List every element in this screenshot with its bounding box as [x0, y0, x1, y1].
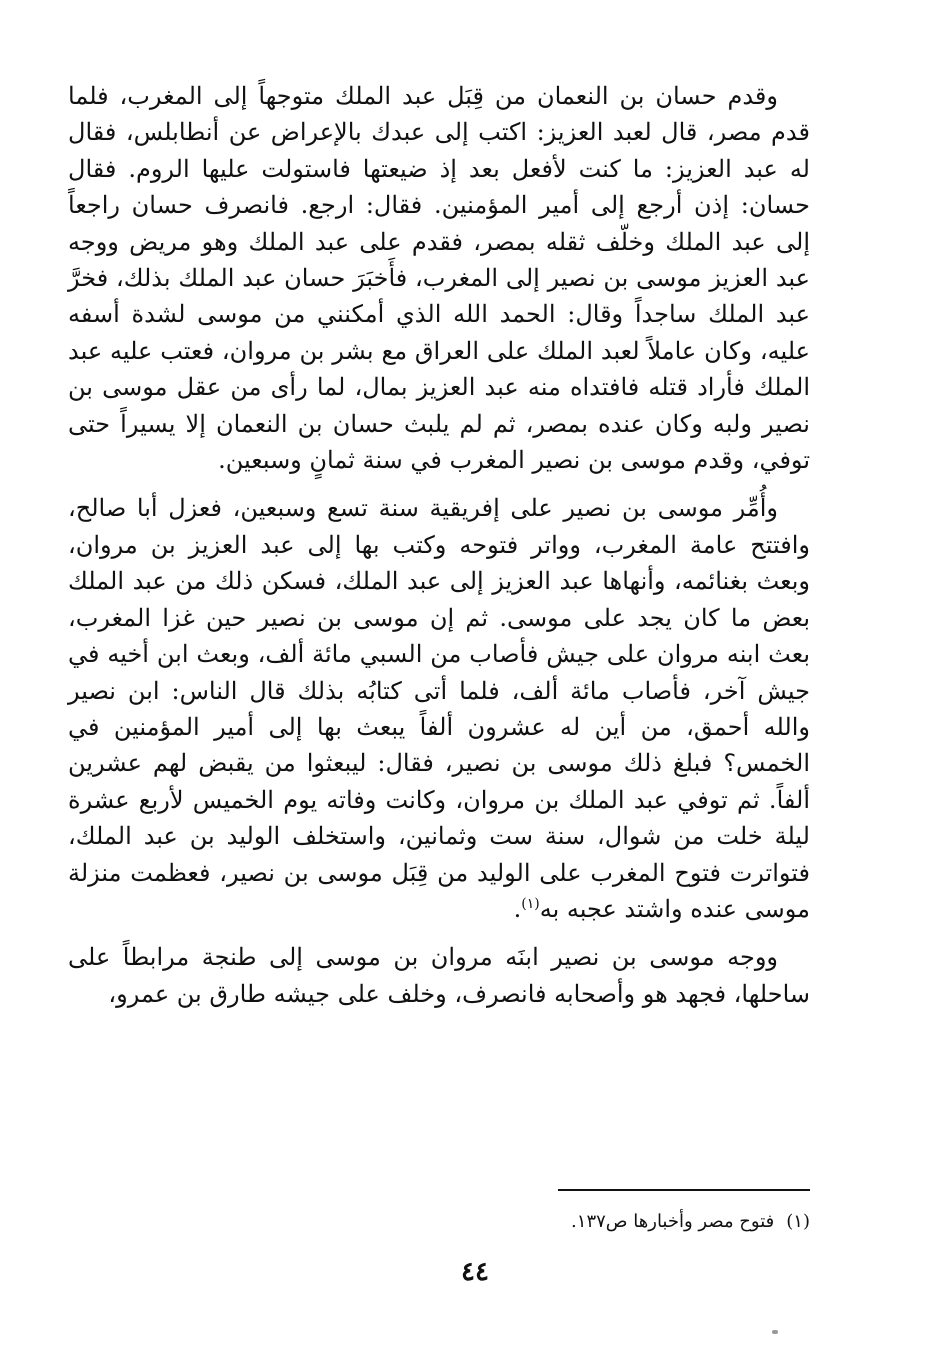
paragraph-2-text: وأُمِّر موسى بن نصير على إفريقية سنة تسع وسبعين، فعزل أبا صالح، وافتتح عامة المغرب، وواتر فتوحه وكتب بها إلى عبد العزيز بن مروان، وبعث بغنائمه، وأنهاها عبد العزيز إلى عبد الملك، فسكن ذلك من عبد الملك بعض ما كان يجد على موسى. ثم إن موسى بن نصير حين غزا المغرب، بعث ابنه مروان على جيش فأصاب من السبي مائة ألف، وبعث ابن أخيه في جيش آخر، فأصاب مائة ألف، فلما أتى كتابُه بذلك قال الناس: ابن نصير والله أحمق، من أين له عشرون ألفاً يبعث بها إلى أمير المؤمنين في الخمس؟ فبلغ ذلك موسى بن نصير، فقال: ليبعثوا من يقبض لهم عشرين ألفاً. ثم توفي عبد الملك بن مروان، وكانت وفاته يوم الخميس لأربع عشرة ليلة خلت من شوال، سنة ست وثمانين، واستخلف الوليد بن عبد الملك، فتواترت فتوح المغرب على الوليد من قِبَل موسى بن نصير، فعظمت منزلة موسى عنده واشتد عجبه به	[68, 494, 810, 923]
page-number: ٤٤	[461, 1257, 489, 1287]
footnote-divider	[558, 1189, 810, 1191]
footnote-reference[interactable]: (١)	[521, 895, 540, 912]
paragraph-1-text: وقدم حسان بن النعمان من قِبَل عبد الملك متوجهاً إلى المغرب، فلما قدم مصر، قال لعبد العزيز: اكتب إلى عبدك بالإعراض عن أنطابلس، فقال له عبد العزيز: ما كنت لأفعل بعد إذ ضيعتها فاستولت عليها الروم. فقال حسان: إذن أرجع إلى أمير المؤمنين. فقال: ارجع. فانصرف حسان راجعاً إلى عبد الملك وخلّف ثقله بمصر، فقدم على عبد الملك وهو مريض ووجه عبد العزيز موسى بن نصير إلى المغرب، فأَخبَرَ حسان عبد الملك بذلك، فخرَّ عبد الملك ساجداً وقال: الحمد الله الذي أمكنني من موسى لشدة أسفه عليه، وكان عاملاً لعبد الملك على العراق مع بشر بن مروان، فعتب عليه عبد الملك فأراد قتله فافتداه منه عبد العزيز بمال، لما رأى من عقل موسى بن نصير ولبه وكان عنده بمصر، ثم لم يلبث حسان بن النعمان إلا يسيراً حتى توفي، وقدم موسى بن نصير المغرب في سنة ثمانٍ وسبعين.	[68, 82, 810, 475]
footnote-number: (١)	[786, 1211, 810, 1232]
paragraph-2: وأُمِّر موسى بن نصير على إفريقية سنة تسع وسبعين، فعزل أبا صالح، وافتتح عامة المغرب، وواتر فتوحه وكتب بها إلى عبد العزيز بن مروان، وبعث بغنائمه، وأنهاها عبد العزيز إلى عبد الملك، فسكن ذلك من عبد الملك بعض ما كان يجد على موسى. ثم إن موسى بن نصير حين غزا المغرب، بعث ابنه مروان على جيش فأصاب من السبي مائة ألف، وبعث ابن أخيه في جيش آخر، فأصاب مائة ألف، فلما أتى كتابُه بذلك قال الناس: ابن نصير والله أحمق، من أين له عشرون ألفاً يبعث بها إلى أمير المؤمنين في الخمس؟ فبلغ ذلك موسى بن نصير، فقال: ليبعثوا من يقبض لهم عشرين ألفاً. ثم توفي عبد الملك بن مروان، وكانت وفاته يوم الخميس لأربع عشرة ليلة خلت من شوال، سنة ست وثمانين، واستخلف الوليد بن عبد الملك، فتواترت فتوح المغرب على الوليد من قِبَل موسى بن نصير، فعظمت منزلة موسى عنده واشتد عجبه به$^{(١)}$.	[68, 494, 810, 923]
paragraph-3-text: ووجه موسى بن نصير ابنَه مروان بن موسى إلى طنجة مرابطاً على ساحلها، فجهد هو وأصحابه فانصرف، وخلف على جيشه طارق بن عمرو،	[68, 943, 810, 1008]
footnote-text: فتوح مصر وأخبارها ص١٣٧.	[571, 1211, 775, 1232]
scan-speck	[772, 1330, 778, 1334]
paragraph-3	[68, 939, 810, 1012]
main-text	[68, 78, 810, 1024]
footnote	[300, 1209, 810, 1235]
paragraph-1	[68, 78, 810, 478]
